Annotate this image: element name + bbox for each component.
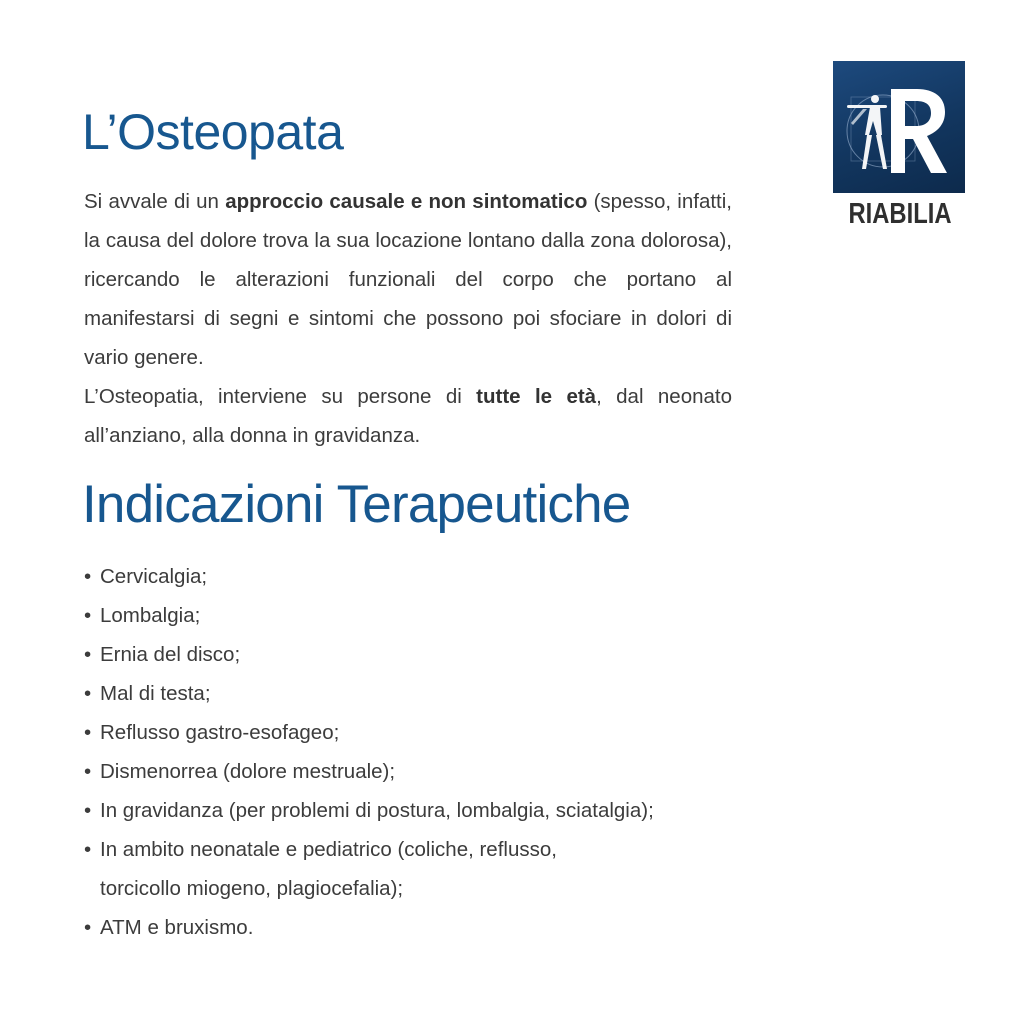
- intro-bold-1: approccio causale e non sintomatico: [225, 190, 588, 213]
- bullet-icon: •: [84, 604, 92, 627]
- list-item-continuation: torcicollo miogeno, plagiocefalia);: [100, 877, 404, 900]
- bullet-icon: •: [84, 721, 92, 744]
- list-item-text: Dismenorrea (dolore mestruale);: [100, 760, 396, 783]
- brand-name: RIABILIA: [848, 198, 952, 230]
- bullet-icon: •: [84, 643, 92, 666]
- list-item: [84, 557, 844, 596]
- list-item-text: Reflusso gastro-esofageo;: [100, 721, 340, 744]
- bullet-icon: •: [84, 838, 92, 861]
- list-item: [84, 596, 844, 635]
- list-item: [84, 674, 844, 713]
- bullet-icon: •: [84, 682, 92, 705]
- intro-text-3: L’Osteopatia, interviene su persone di: [84, 385, 477, 408]
- intro-text-1: Si avvale di un: [84, 190, 226, 213]
- list-item-text: ATM e bruxismo.: [100, 916, 254, 939]
- list-item-text: Mal di testa;: [100, 682, 211, 705]
- bullet-icon: •: [84, 799, 92, 822]
- list-item-text: Cervicalgia;: [100, 565, 208, 588]
- intro-text-2: (spesso, infatti, la causa del dolore trova la sua locazione lontano dalla zona dolorosa), ricercando le alterazioni funzionali del corpo che portano al manifestarsi di segni e sintomi che possono poi sfociare in dolori di vario genere.: [84, 190, 733, 369]
- list-item: [84, 830, 844, 908]
- section-title-osteopata: L’Osteopata: [82, 104, 344, 160]
- list-item-text: In ambito neonatale e pediatrico (coliche, reflusso,: [100, 838, 557, 861]
- bullet-icon: •: [84, 916, 92, 939]
- intro-bold-2: tutte le età: [476, 385, 597, 408]
- list-item: [84, 635, 844, 674]
- riabilia-logo: [833, 61, 965, 193]
- section-title-indicazioni: Indicazioni Terapeutiche: [82, 475, 631, 534]
- list-item-text: Lombalgia;: [100, 604, 201, 627]
- bullet-icon: •: [84, 565, 92, 588]
- list-item: [84, 908, 844, 947]
- intro-paragraph: [84, 182, 732, 455]
- vitruvian-r-icon: [833, 61, 965, 193]
- bullet-icon: •: [84, 760, 92, 783]
- indications-list: [84, 557, 844, 947]
- list-item-text: Ernia del disco;: [100, 643, 241, 666]
- list-item: [84, 752, 844, 791]
- list-item: [84, 713, 844, 752]
- intro-text-4: , dal neonato all’anziano, alla donna in gravidanza.: [84, 385, 732, 447]
- list-item: [84, 791, 844, 830]
- list-item-text: In gravidanza (per problemi di postura, lombalgia, sciatalgia);: [100, 799, 654, 822]
